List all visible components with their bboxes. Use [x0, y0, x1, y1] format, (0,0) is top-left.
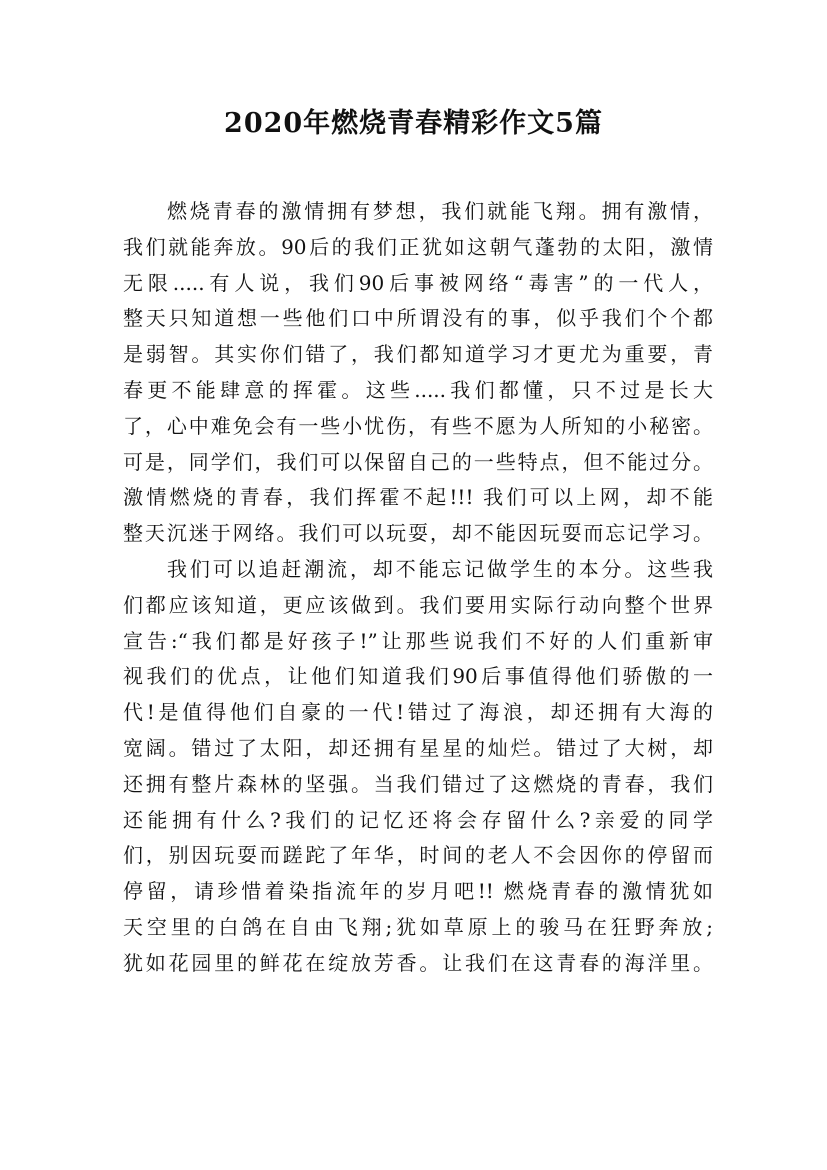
paragraph-2-line-8: 还能拥有什么?我们的记忆还将会存留什么?亲爱的同学 [123, 807, 713, 832]
paragraph-1-line-7: 了，心中难免会有一些小忧伤，有些不愿为人所知的小秘密。 [123, 413, 713, 438]
paragraph-2-line-11: 天空里的白鸽在自由飞翔;犹如草原上的骏马在狂野奔放; [123, 914, 713, 939]
paragraph-2-line-5: 代!是值得他们自豪的一代!错过了海浪，却还拥有大海的 [123, 700, 713, 725]
paragraph-2-line-12: 犹如花园里的鲜花在绽放芳香。让我们在这青春的海洋里。 [123, 950, 713, 975]
paragraph-1-line-1: 燃烧青春的激情拥有梦想，我们就能飞翔。拥有激情， [167, 199, 713, 223]
paragraph-1-line-3: 无限.....有人说，我们90后事被网络“毒害”的一代人， [123, 270, 713, 295]
paragraph-1-line-6: 春更不能肆意的挥霍。这些.....我们都懂，只不过是长大 [123, 377, 713, 402]
document-body [123, 194, 713, 982]
paragraph-2-line-3: 宣告:“我们都是好孩子!”让那些说我们不好的人们重新审 [123, 628, 713, 653]
paragraph-2-line-7: 还拥有整片森林的坚强。当我们错过了这燃烧的青春，我们 [123, 771, 713, 796]
paragraph-2-line-9: 们，别因玩耍而蹉跎了年华，时间的老人不会因你的停留而 [123, 843, 713, 868]
paragraph-2-line-2: 们都应该知道，更应该做到。我们要用实际行动向整个世界 [123, 592, 713, 617]
paragraph-2-line-1: 我们可以追赶潮流，却不能忘记做学生的本分。这些我 [167, 556, 713, 581]
paragraph-2-line-4: 视我们的优点，让他们知道我们90后事值得他们骄傲的一 [123, 664, 713, 689]
paragraph-2-line-10: 停留，请珍惜着染指流年的岁月吧!! 燃烧青春的激情犹如 [123, 879, 713, 904]
paragraph-1-line-10: 整天沉迷于网络。我们可以玩耍，却不能因玩耍而忘记学习。 [123, 521, 713, 546]
paragraph-1-line-4: 整天只知道想一些他们口中所谓没有的事，似乎我们个个都 [123, 306, 713, 331]
paragraph-2-line-6: 宽阔。错过了太阳，却还拥有星星的灿烂。错过了大树，却 [123, 735, 713, 760]
paragraph-1-line-8: 可是，同学们，我们可以保留自己的一些特点，但不能过分。 [123, 449, 713, 474]
paragraph-1-line-9: 激情燃烧的青春，我们挥霍不起!!! 我们可以上网，却不能 [123, 485, 713, 510]
paragraph-1-line-2: 我们就能奔放。90后的我们正犹如这朝气蓬勃的太阳，激情 [123, 234, 713, 259]
document-title: 2020年燃烧青春精彩作文5篇 [224, 108, 603, 139]
paragraph-1-line-5: 是弱智。其实你们错了，我们都知道学习才更尤为重要，青 [123, 342, 713, 367]
